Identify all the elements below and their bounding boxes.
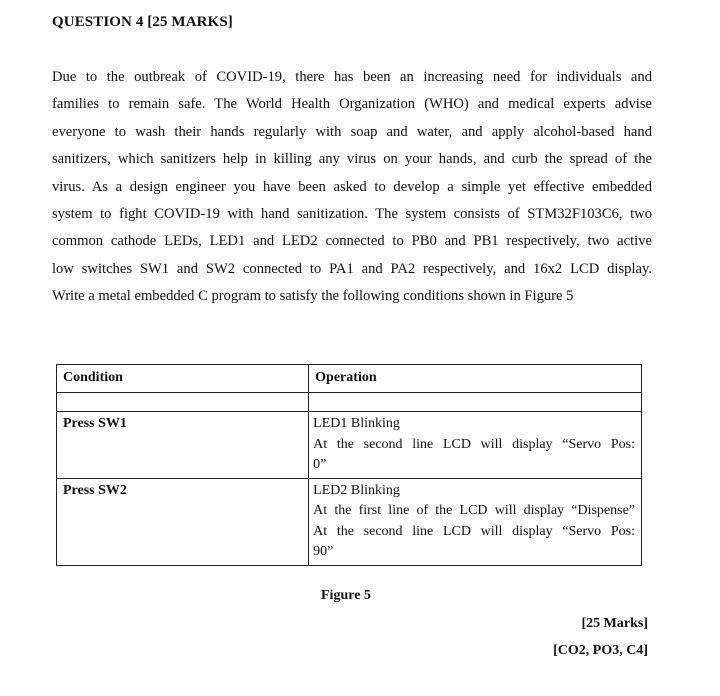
operation-line: At the second line LCD will display “Servo Pos: [313,436,635,452]
paragraph-line: everyone to wash their hands regularly with soap and water, and apply alcohol-based hand [52,123,652,140]
operation-line: 90” [313,544,334,559]
operation-cell [309,478,642,565]
marks-label: [25 Marks] [581,616,648,631]
question-paragraph [52,64,652,311]
paragraph-line: system to fight COVID-19 with hand sanitization. The system consists of STM32F103C6, two [52,206,652,223]
paragraph-line: sanitizers, which sanitizers help in killing any virus on your hands, and curb the spread of the [52,151,652,168]
paragraph-line: families to remain safe. The World Health Organization (WHO) and medical experts advise [52,96,652,113]
table-row [57,478,642,565]
operation-line: LED2 Blinking [313,482,400,498]
paragraph-line: common cathode LEDs, LED1 and LED2 connected to PB0 and PB1 respectively, two active [52,233,652,250]
paragraph-line: Write a metal embedded C program to satisfy the following conditions shown in Figure 5 [52,288,574,305]
conditions-table [56,364,642,566]
course-outcomes-label: [CO2, PO3, C4] [553,643,648,658]
paragraph-line: virus. As a design engineer you have been asked to develop a simple yet effective embedded [52,178,652,195]
condition-label: Press SW1 [63,416,127,431]
table-spacer-row [57,393,642,412]
table-header-row [57,365,642,393]
operation-line: LED1 Blinking [313,416,400,431]
operation-line: 0” [313,457,327,472]
condition-label: Press SW2 [63,482,127,498]
operation-line: At the first line of the LCD will display “Dispense” [313,503,635,518]
header-cell-condition [57,365,309,393]
condition-header: Condition [63,370,123,385]
paragraph-line: Due to the outbreak of COVID-19, there has been an increasing need for individuals and [52,69,652,85]
table-row [57,412,642,479]
header-cell-operation [309,365,642,393]
operation-line: At the second line LCD will display “Servo Pos: [313,523,635,539]
operation-header: Operation [315,370,377,385]
question-heading: QUESTION 4 [25 MARKS] [52,14,233,30]
figure-caption: Figure 5 [321,588,371,603]
condition-cell [57,412,309,479]
operation-cell [309,412,642,479]
paragraph-line: low switches SW1 and SW2 connected to PA1 and PA2 respectively, and 16x2 LCD display. [52,260,652,277]
condition-cell [57,478,309,565]
